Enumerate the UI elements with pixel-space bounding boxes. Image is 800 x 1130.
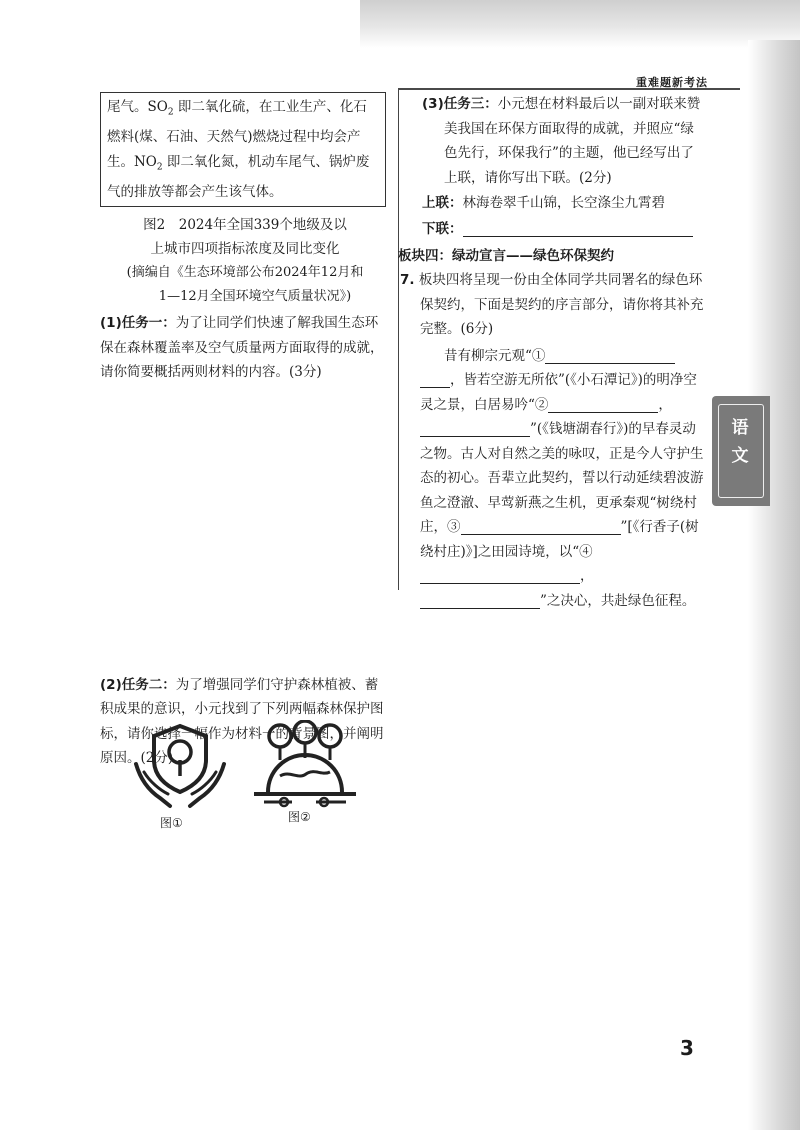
blank-2b[interactable] xyxy=(420,420,530,437)
source-line-2: 1—12月全国环境空气质量状况》) xyxy=(158,289,352,305)
section-header-label: 重难题新考法 xyxy=(636,76,708,89)
blank-4a-cont[interactable] xyxy=(550,567,580,584)
question-7-number: 7. xyxy=(400,272,415,288)
right-column xyxy=(400,92,704,613)
figure-caption-line-2: 上城市四项指标浓度及同比变化 xyxy=(150,241,340,258)
upper-couplet-label: 上联： xyxy=(422,195,463,211)
source-line-1: (摘编自《生态环境部公布2024年12月和 xyxy=(126,265,364,281)
preface-part-7: ”之决心，共赴绿色征程。 xyxy=(540,592,696,609)
earth-trees-icon xyxy=(250,720,360,812)
preface-part-3: ， xyxy=(658,396,672,413)
preface-part-1: 昔有柳宗元观“① xyxy=(444,347,546,364)
material-note-box xyxy=(100,92,386,207)
subject-side-tab xyxy=(712,396,770,506)
shield-tree-hands-icon xyxy=(130,720,230,812)
task3-title: (3)任务三： xyxy=(422,96,498,112)
figure-1-label: 图① xyxy=(160,816,183,830)
top-left-paper xyxy=(0,0,360,60)
lower-couplet-answer-blank[interactable] xyxy=(463,220,693,237)
task1-text: 为了让同学们快速了解我国生态环保在森林覆盖率及空气质量两方面取得的成就，请你简要概括两则材料的内容。(3分) xyxy=(100,315,384,381)
blank-3[interactable] xyxy=(461,518,621,535)
preface-part-4: ”(《钱塘湖春行》)的早春灵动之物。古人对自然之美的咏叹，正是今人守护生态的初心。吾辈立此契约，誓以行动延续碧波游鱼之澄澈、早莺新燕之生机，更承秦观“树绕村庄，③ xyxy=(420,421,704,535)
task3-text: 小元想在材料最后以一副对联来赞美我国在环保方面取得的成就，并照应“绿色先行，环保我行”的主题，他已经写出了上联，请你写出下联。(2分) xyxy=(444,96,701,186)
note-line-3: 生。$NO_2$ 即二氧化氮，机动车尾气、锅炉废 xyxy=(107,153,370,173)
note-line-4: 气的排放等都会产生该气体。 xyxy=(107,183,283,200)
blank-4a[interactable] xyxy=(420,567,550,584)
figure-caption-line-1: 图2 2024年全国339个地级及以 xyxy=(143,217,347,234)
task2-title: (2)任务二： xyxy=(100,676,176,693)
page-edge-shadow xyxy=(748,40,800,1130)
preface-paragraph xyxy=(420,344,704,614)
lower-couplet-label: 下联： xyxy=(422,221,463,237)
forest-protection-icons xyxy=(130,720,360,830)
lower-couplet xyxy=(422,216,704,242)
task3-paragraph xyxy=(422,92,704,190)
upper-couplet xyxy=(422,190,704,216)
header-rule xyxy=(398,88,740,90)
left-column xyxy=(100,92,390,771)
task2-text: 为了增强同学们守护森林植被、蓄积成果的意识，小元找到了下列两幅森林保护图标，请你选择一幅作为材料一的背景图，并阐明原因。(2分) xyxy=(100,676,384,767)
question-7-text: 板块四将呈现一份由全体同学共同署名的绿色环保契约，下面是契约的序言部分，请你将其补充完整。(6分) xyxy=(418,272,704,337)
task1-title: (1)任务一： xyxy=(100,315,176,332)
blank-2a[interactable] xyxy=(548,396,658,413)
upper-couplet-text: 林海卷翠千山锦，长空涤尘九霄碧 xyxy=(462,195,665,211)
note-line-1: 尾气。$SO_2$ 即二氧化硫，在工业生产、化石 xyxy=(107,99,367,118)
blank-1-cont[interactable] xyxy=(420,371,450,388)
preface-part-5: ”[《行香子(树绕村庄)》]之田园诗境，以“④ xyxy=(420,519,699,560)
side-tab-text xyxy=(712,414,770,470)
column-divider xyxy=(398,90,399,590)
preface-part-6: ， xyxy=(580,568,594,584)
side-tab-char-2: 文 xyxy=(731,446,751,466)
preface-part-2: ，皆若空游无所依”(《小石潭记》)的明净空灵之景，白居易吟“② xyxy=(420,372,697,413)
blank-4b[interactable] xyxy=(420,592,540,609)
blank-1[interactable] xyxy=(545,347,675,364)
section4-title: 板块四：绿动宣言——绿色环保契约 xyxy=(398,248,614,264)
side-tab-char-1: 语 xyxy=(731,418,751,438)
figure-2-label: 图② xyxy=(288,810,311,824)
question-7 xyxy=(400,268,704,342)
page-number: 3 xyxy=(680,1036,694,1060)
note-line-2: 燃料(煤、石油、天然气)燃烧过程中均会产 xyxy=(107,129,361,146)
task1-paragraph xyxy=(100,311,390,385)
